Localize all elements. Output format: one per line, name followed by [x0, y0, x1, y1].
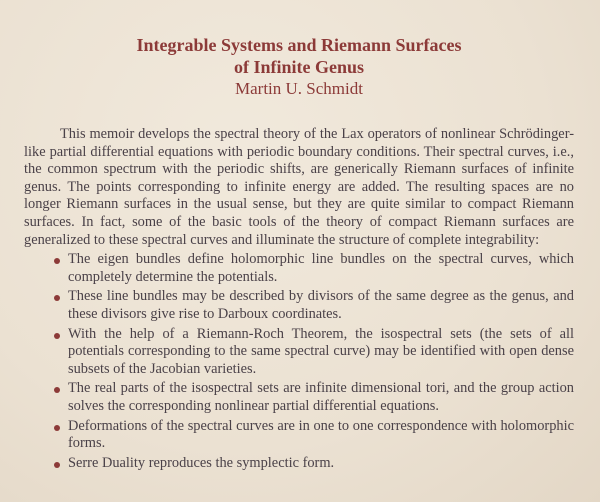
bullet-dot-icon	[54, 295, 60, 301]
title-line-2: of Infinite Genus	[233, 57, 365, 77]
list-item	[68, 418, 574, 453]
list-item	[68, 455, 574, 473]
bullet-dot-icon	[54, 462, 60, 468]
bullet-text: These line bundles may be described by divisors of the same degree as the genus, and these divisors give rise to Darboux coordinates.	[68, 288, 574, 322]
bullet-text: The eigen bundles define holomorphic line bundles on the spectral curves, which completely determine the potentials.	[68, 251, 574, 285]
abstract-paragraph: This memoir develops the spectral theory of the Lax operators of nonlinear Schrödinger-like partial differential equations with periodic boundary conditions. Their spectral curves, i.e., the common spectrum with the periodic shifts, are generically Riemann surfaces of infinite genus. The points corresponding to infinite energy are added. The resulting spaces are no longer Riemann surfaces in the usual sense, but they are quite similar to compact Riemann surfaces. In fact, some of the basic tools of the theory of compact Riemann surfaces are generalized to these spectral curves and illuminate the structure of complete integrability:	[24, 126, 574, 248]
bullet-list	[24, 251, 574, 472]
title-line-1: Integrable Systems and Riemann Surfaces	[136, 35, 462, 55]
list-item	[68, 288, 574, 323]
list-item	[68, 326, 574, 379]
bullet-text: Serre Duality reproduces the symplectic form.	[68, 454, 335, 471]
bullet-text: The real parts of the isospectral sets are infinite dimensional tori, and the group action solves the corresponding nonlinear partial differential equations.	[68, 380, 574, 414]
bullet-dot-icon	[54, 425, 60, 431]
list-item	[68, 251, 574, 286]
bullet-text: Deformations of the spectral curves are in one to one correspondence with holomorphic forms.	[68, 417, 574, 452]
bullet-dot-icon	[54, 333, 60, 339]
author: Martin U. Schmidt	[235, 79, 363, 98]
bullet-dot-icon	[54, 258, 60, 264]
list-item	[68, 380, 574, 415]
bullet-dot-icon	[54, 387, 60, 393]
bullet-text: With the help of a Riemann-Roch Theorem, the isospectral sets (the sets of all potentials corresponding to the same spectral curve) may be identified with open dense subsets of the Jacobian varieties.	[68, 325, 574, 377]
title	[24, 34, 574, 78]
